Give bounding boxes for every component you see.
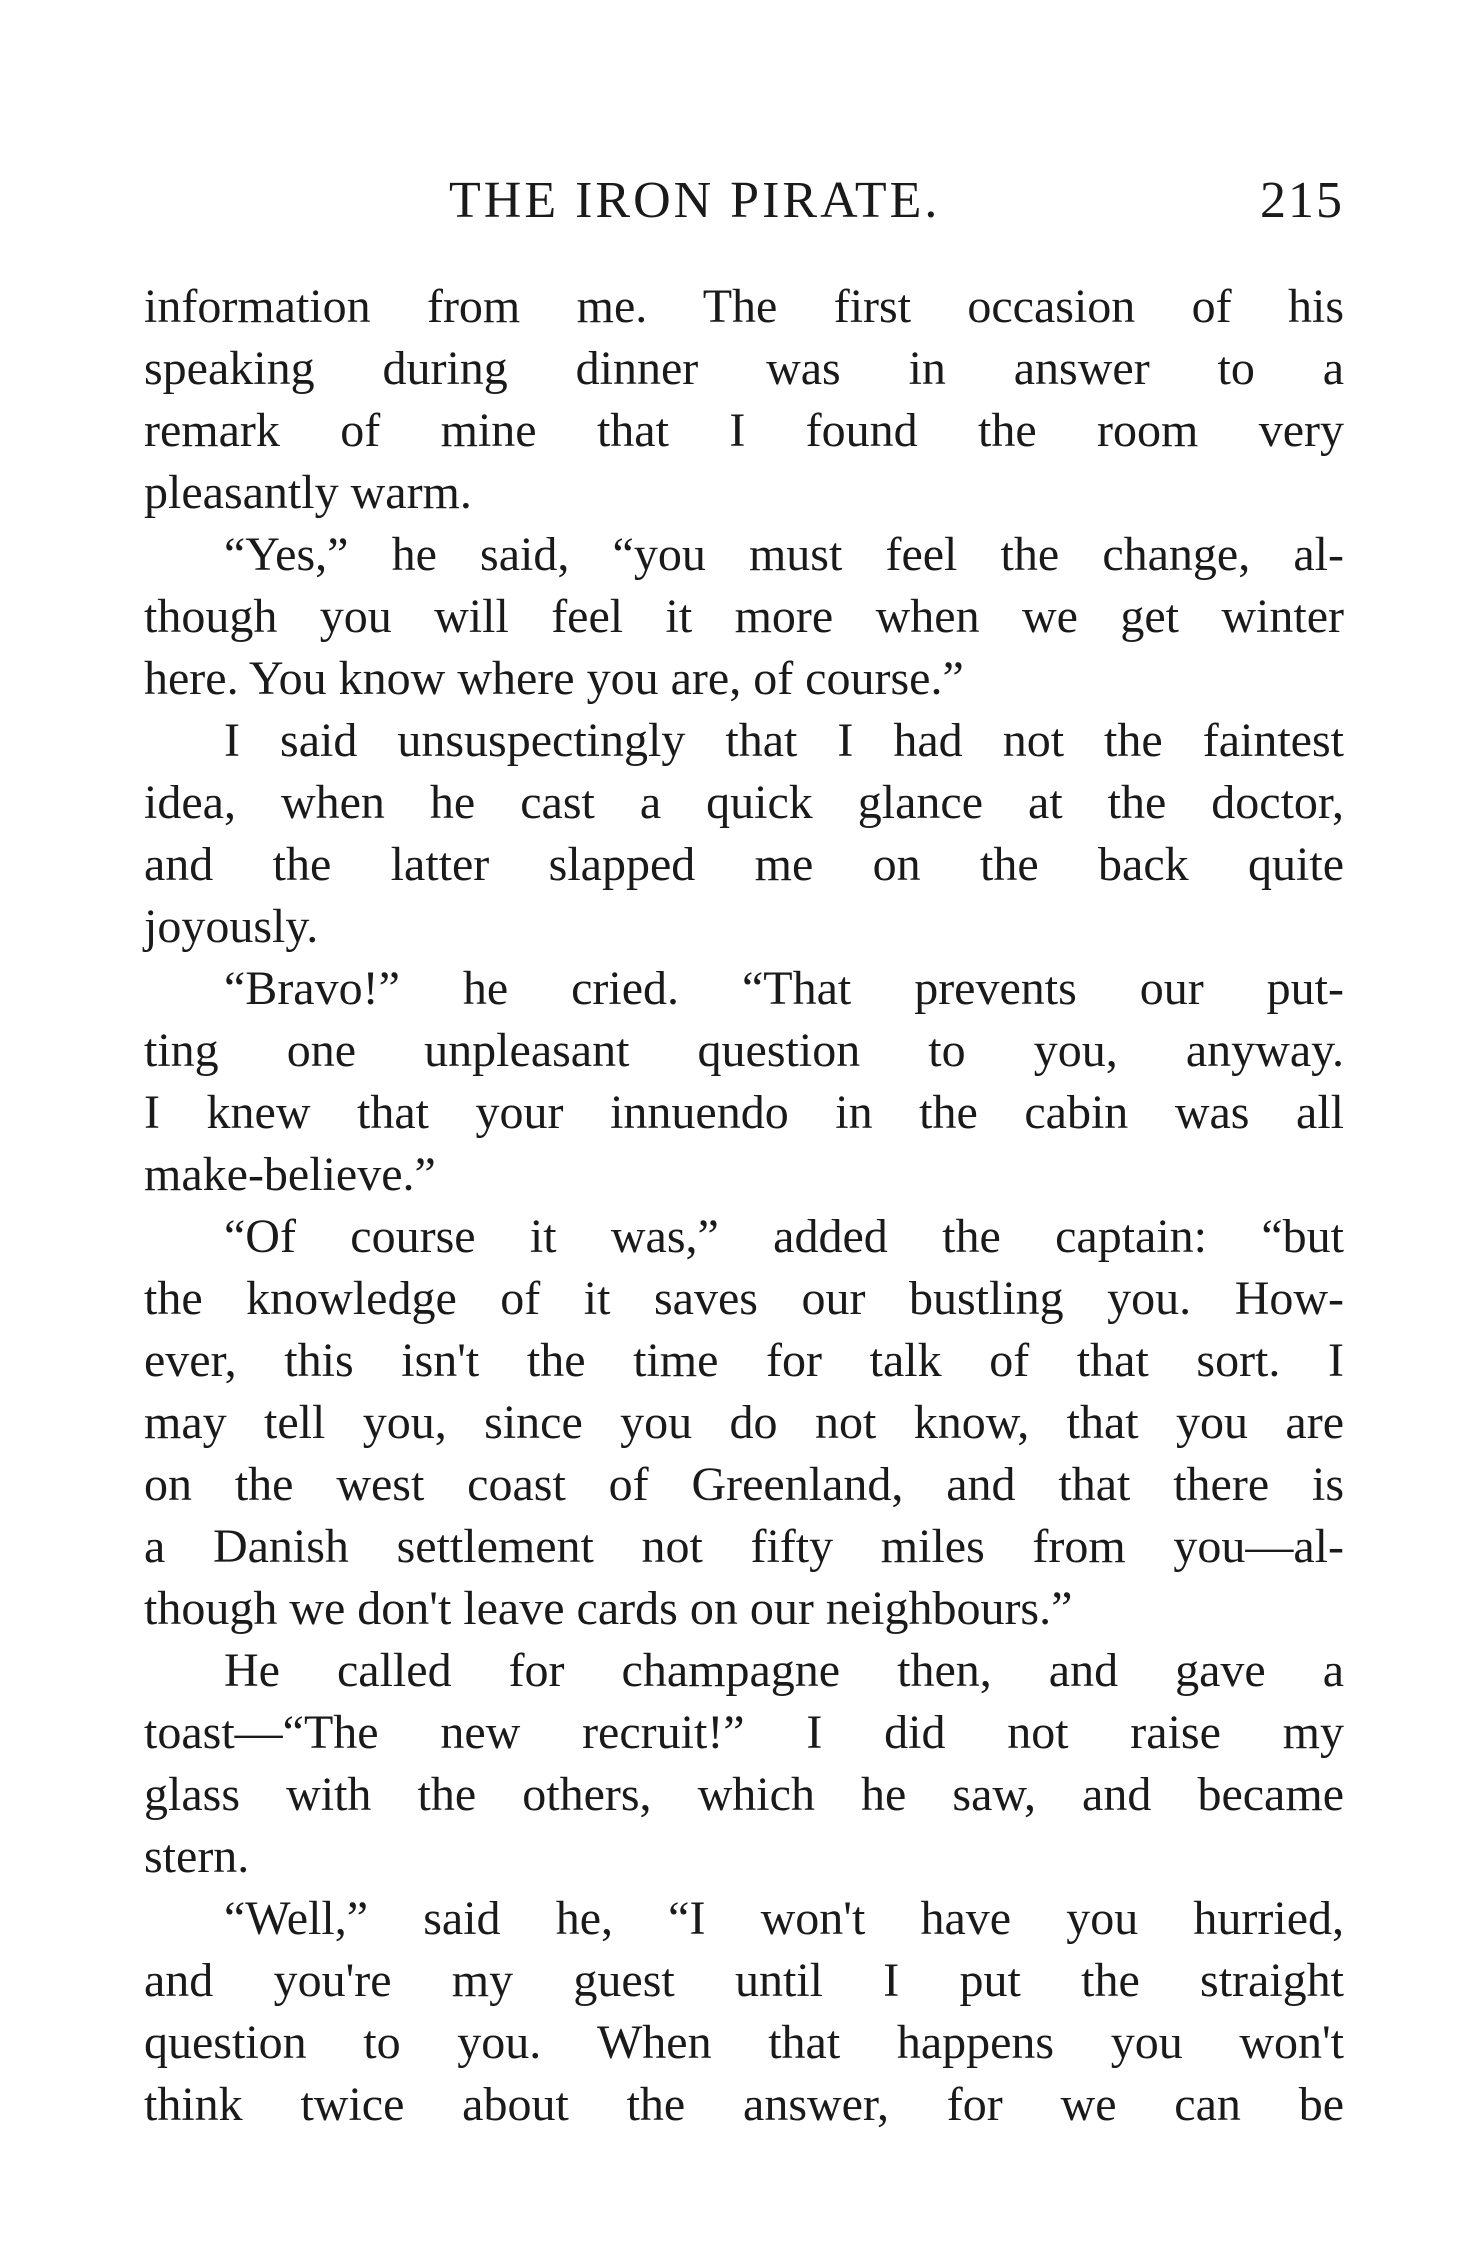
text-line: joyously.: [144, 900, 319, 953]
text-line: I said unsuspectingly that I had not the faintest: [224, 714, 1344, 767]
text-line: ever, this isn't the time for talk of that sort. I: [144, 1334, 1344, 1387]
text-line: idea, when he cast a quick glance at the doctor,: [144, 776, 1344, 829]
text-line: “Of course it was,” added the captain: “but: [224, 1210, 1344, 1263]
text-line: “Well,” said he, “I won't have you hurried,: [224, 1892, 1344, 1945]
text-line: I knew that your innuendo in the cabin was all: [144, 1086, 1344, 1139]
running-head: [144, 166, 1344, 236]
text-line: think twice about the answer, for we can be: [144, 2078, 1344, 2131]
text-line: information from me. The first occasion of his: [144, 280, 1344, 333]
text-line: toast—“The new recruit!” I did not raise my: [144, 1706, 1344, 1759]
text-line: and the latter slapped me on the back quite: [144, 838, 1344, 891]
text-line: pleasantly warm.: [144, 466, 472, 519]
text-line: glass with the others, which he saw, and became: [144, 1768, 1344, 1821]
text-line: though we don't leave cards on our neighbours.”: [144, 1582, 1073, 1635]
text-line: “Yes,” he said, “you must feel the change, al-: [224, 528, 1344, 581]
text-line: ting one unpleasant question to you, anyway.: [144, 1024, 1344, 1077]
text-line: may tell you, since you do not know, that you are: [144, 1396, 1344, 1449]
text-line: remark of mine that I found the room very: [144, 404, 1344, 457]
text-line: and you're my guest until I put the straight: [144, 1954, 1344, 2007]
running-title: THE IRON PIRATE.: [449, 172, 941, 229]
text-line: He called for champagne then, and gave a: [224, 1644, 1344, 1697]
text-line: a Danish settlement not fifty miles from you—al-: [144, 1520, 1344, 1573]
text-line: speaking during dinner was in answer to a: [144, 342, 1344, 395]
text-line: stern.: [144, 1830, 250, 1883]
text-line: though you will feel it more when we get winter: [144, 590, 1344, 643]
body-text: [144, 276, 1344, 2136]
page-number: 215: [1260, 172, 1344, 229]
text-line: on the west coast of Greenland, and that there is: [144, 1458, 1344, 1511]
text-line: “Bravo!” he cried. “That prevents our put-: [224, 962, 1344, 1015]
text-line: the knowledge of it saves our bustling you. How-: [144, 1272, 1344, 1325]
text-line: here. You know where you are, of course.”: [144, 652, 964, 705]
text-line: question to you. When that happens you won't: [144, 2016, 1344, 2069]
text-line: make-believe.”: [144, 1148, 436, 1201]
